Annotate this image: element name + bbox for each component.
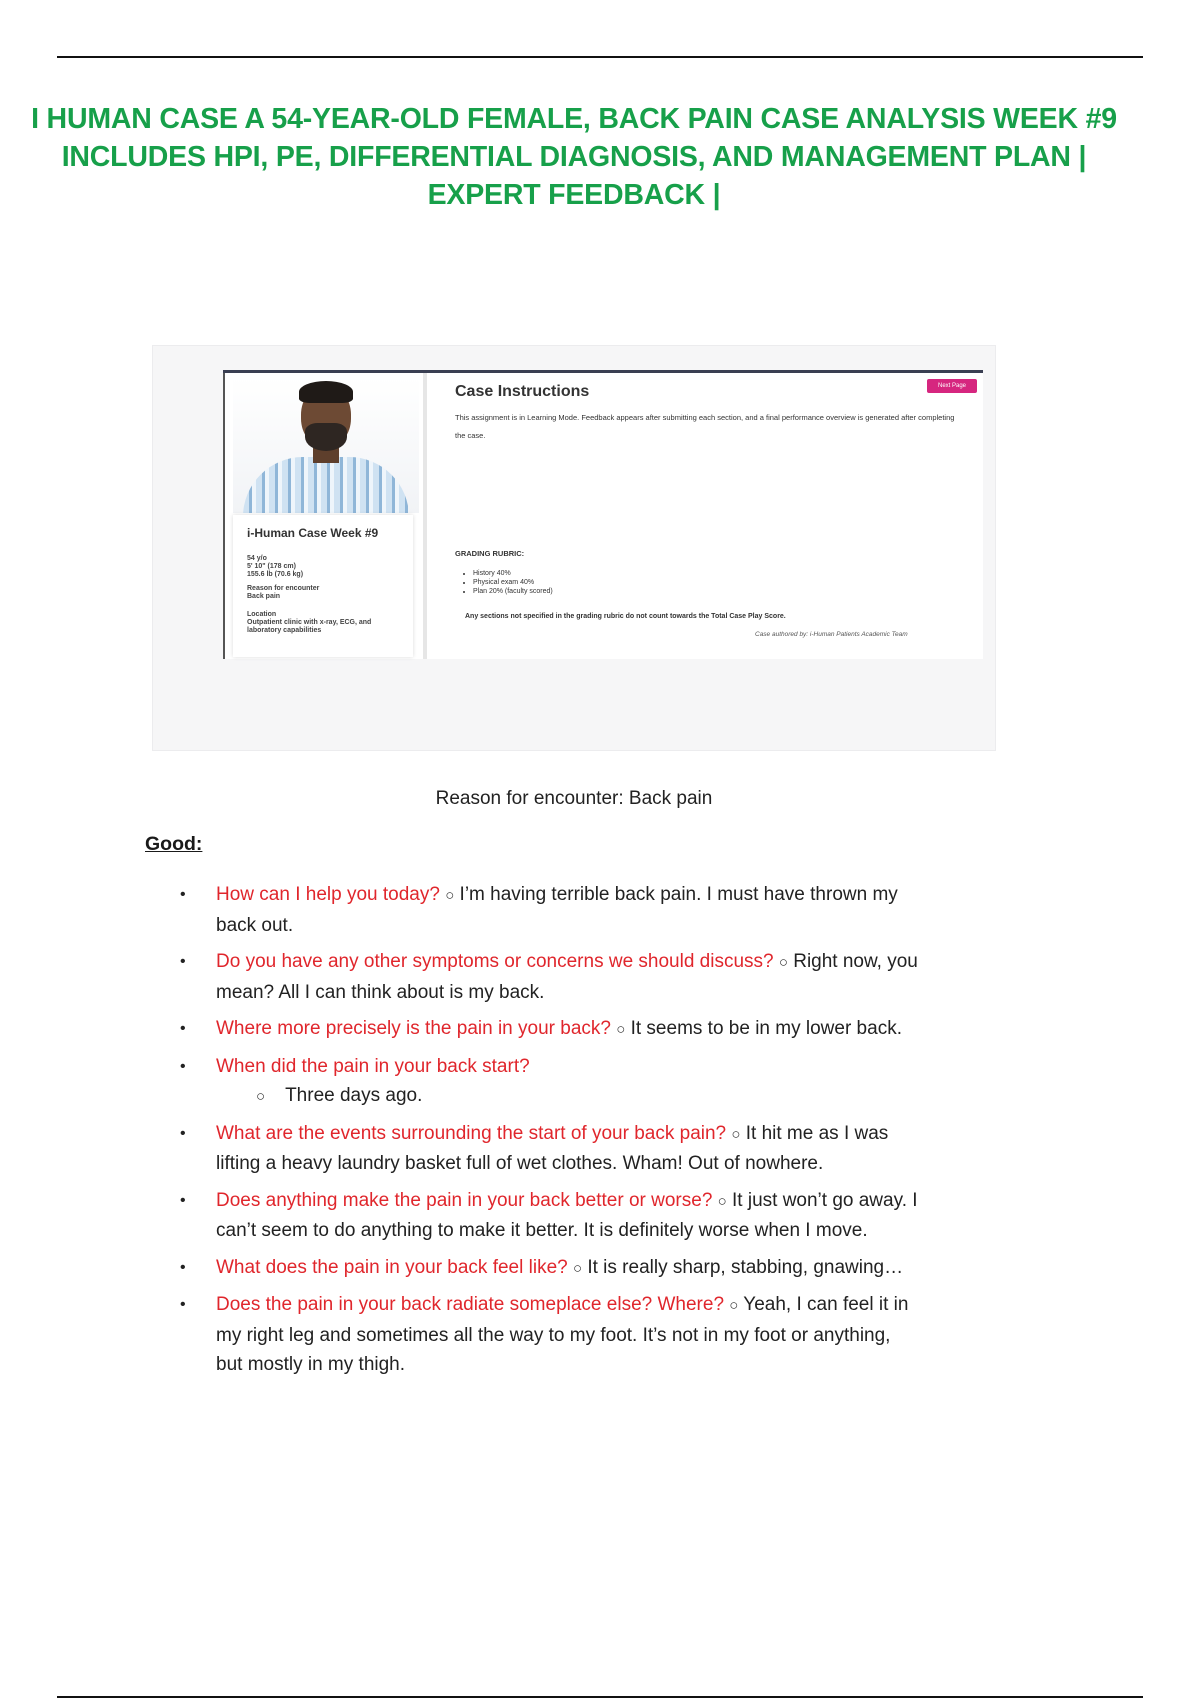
grading-note: Any sections not specified in the grading rubric do not count towards the Total Case Play Score.: [465, 613, 786, 620]
good-heading: Good:: [145, 833, 203, 855]
question-text: When did the pain in your back start?: [216, 1055, 530, 1077]
sidebar-weight: 155.6 lb (70.6 kg): [247, 571, 304, 578]
list-item: [160, 1014, 920, 1045]
grading-item: • Plan 20% (faculty scored): [473, 587, 553, 596]
answer-text: Right now, you mean? All I can think about is my back.: [216, 951, 918, 1003]
case-instructions-panel: [223, 370, 983, 659]
circle-bullet-icon: ○: [256, 1088, 266, 1105]
sidebar-age: 54 y/o: [247, 555, 267, 562]
avatar-hair: [299, 381, 353, 403]
instructions-text: This assignment is in Learning Mode. Feedback appears after submitting each section, and a final performance overview is generated after completing the case.: [455, 413, 955, 440]
grading-item: • Physical exam 40%: [473, 578, 553, 587]
document-title: I HUMAN CASE A 54-YEAR-OLD FEMALE, BACK PAIN CASE ANALYSIS WEEK #9 INCLUDES HPI, PE, DIFFERENTIAL DIAGNOSIS, AND MANAGEMENT PLAN | EXPERT FEEDBACK |: [31, 103, 1117, 211]
top-rule: [57, 56, 1143, 58]
grading-rubric-label: GRADING RUBRIC:: [455, 549, 525, 558]
list-item: [160, 947, 920, 1007]
list-item: [160, 1052, 920, 1112]
question-text: Where more precisely is the pain in your back?: [216, 1018, 611, 1039]
answer-text: I’m having terrible back pain. I must have thrown my back out.: [216, 884, 898, 936]
sidebar-title: i-Human Case Week #9: [247, 526, 379, 540]
list-item: [160, 1253, 920, 1284]
question-text: Do you have any other symptoms or concerns we should discuss?: [216, 951, 774, 972]
circle-bullet-icon: ○: [729, 1297, 739, 1314]
avatar-beard: [305, 423, 347, 451]
grading-item: • History 40%: [473, 569, 553, 578]
answer-text: Three days ago.: [285, 1085, 423, 1106]
grading-rubric-list: [465, 569, 553, 596]
circle-bullet-icon: ○: [778, 954, 788, 971]
answer-text: It just won’t go away. I can’t seem to do anything to make it better. It is definitely worse when I move.: [216, 1189, 918, 1241]
reason-for-encounter: Reason for encounter: Back pain: [435, 788, 713, 809]
list-item: [160, 1186, 920, 1246]
case-instructions-heading: Case Instructions: [455, 383, 590, 400]
embedded-screenshot: [153, 346, 995, 750]
avatar-shirt: [243, 457, 409, 513]
question-text: What does the pain in your back feel like?: [216, 1256, 568, 1278]
circle-bullet-icon: ○: [717, 1192, 727, 1210]
answer-text: It is really sharp, stabbing, gnawing…: [587, 1256, 904, 1278]
circle-bullet-icon: ○: [573, 1259, 583, 1277]
sidebar-height: 5' 10" (178 cm): [247, 563, 296, 570]
patient-sidebar: [223, 373, 427, 659]
question-text: Does the pain in your back radiate someplace else? Where?: [216, 1294, 725, 1315]
sidebar-reason-value: Back pain: [247, 593, 281, 600]
sub-answer: [216, 1081, 920, 1112]
bottom-rule: [57, 1696, 1143, 1698]
list-item: [160, 1119, 920, 1179]
sidebar-location-label: Location: [247, 611, 277, 618]
answer-text: It seems to be in my lower back.: [630, 1018, 902, 1039]
patient-avatar: [233, 377, 419, 513]
circle-bullet-icon: ○: [731, 1125, 741, 1143]
question-text: What are the events surrounding the start of your back pain?: [216, 1122, 727, 1144]
answer-text: Yeah, I can feel it in my right leg and sometimes all the way to my foot. It’s not in my foot or anything, but mostly in my thigh.: [216, 1294, 909, 1375]
list-item: [160, 1290, 920, 1380]
patient-info-card: [233, 515, 413, 657]
question-answer-list: [160, 880, 920, 1387]
answer-text: It hit me as I was lifting a heavy laundry basket full of wet clothes. Wham! Out of nowhere.: [216, 1122, 889, 1174]
question-text: Does anything make the pain in your back better or worse?: [216, 1189, 713, 1211]
sidebar-reason-label: Reason for encounter: [247, 585, 320, 592]
list-item: [160, 880, 920, 940]
case-author: Case authored by: i-Human Patients Academic Team: [755, 631, 908, 638]
circle-bullet-icon: ○: [445, 887, 455, 904]
next-page-button[interactable]: Next Page: [927, 379, 977, 393]
question-text: How can I help you today?: [216, 884, 440, 905]
sidebar-location-value: Outpatient clinic with x-ray, ECG, and laboratory capabilities: [247, 619, 372, 634]
circle-bullet-icon: ○: [616, 1021, 626, 1038]
